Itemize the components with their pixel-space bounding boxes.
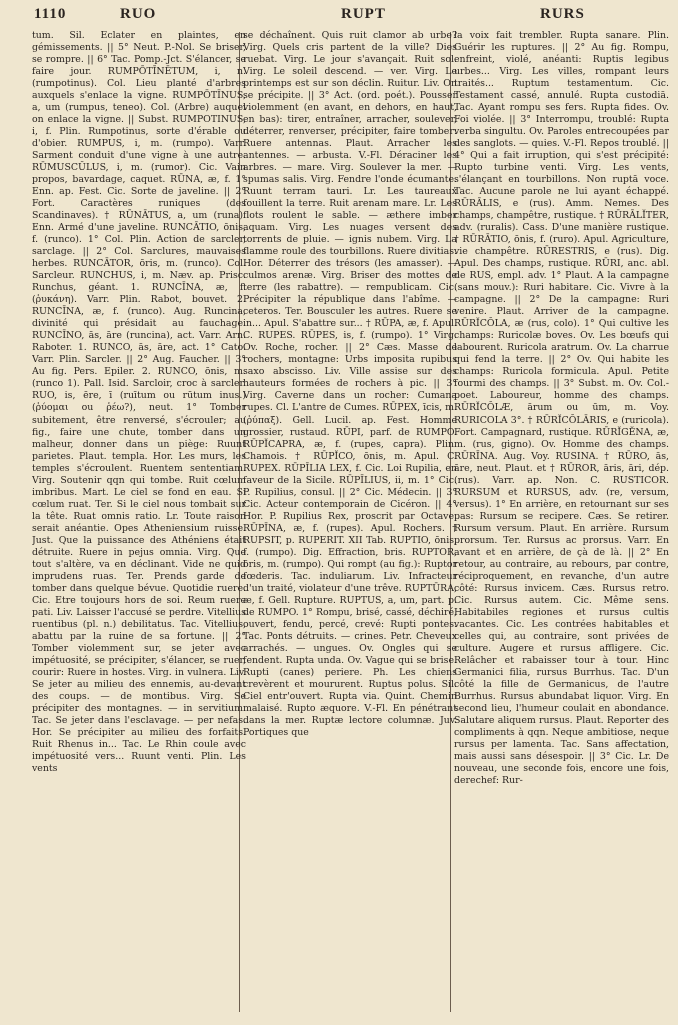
column-text: se déchaînent. Quis ruit clamor ab urbe? Virg. Quels cris partent de la ville? Dies ruebat. Virg. Le jour s'avançait. Ruit sol. Virg. Le soleil descend. — ver. Virg. Le printemps est sur son déclin. Ruitur. Liv. On se précipite. || 3° Act. (ord. poét.). Pousser violemment (en avant, en dehors, en haut, en bas): tirer, entraîner, arracher, soulever, déterrer, renverser, précipiter, faire tomber: Ruere antennas. Plaut. Arracher les antennes. — arbusta. V.-Fl. Déraciner les arbres. — mare. Virg. Soulever la mer. — spumas salis. Virg. Fendre l'onde écumante. Ruunt terram tauri. Lr. Les taureaux fouillent la terre. Ruit arenam mare. Lr. Les flots roulent le sable. — æthere imber aquam. Virg. Les nuages versent des torrents de pluie. — ignis nubem. Virg. La flamme roule des tourbillons. Ruere divitias. Hor. Déterrer des trésors (les amasser). — culmos arenæ. Virg. Briser des mottes de terre (les rabattre). — rempublicam. Cic. Précipiter la république dans l'abîme. — ceteros. Ter. Bousculer les autres. Ruere se in... Apul. S'abattre sur... † RŪPA, æ, f. Apul. C. RUPES. RŪPES, is, f. (rumpo). 1° Virg. Ov. Roche, rocher. || 2° Cæs. Masse de rochers, montagne: Urbs imposita rupibus saxo abscisso. Liv. Ville assise sur des hauteurs formées de rochers à pic. || 3° Virg. Caverne dans un rocher: Cumana rupes. Cl. L'antre de Cumes. RŪPEX, īcis, m. (ῥύπαξ). Gell. Lucil. ap. Fest. Homme grossier, rustaud. RŪPI, parf. de RUMPO. RŪPĬCAPRA, æ, f. (rupes, capra). Plin. Chamois. † RŪPĬCO, ōnis, m. Apul. C. RUPEX. RŪPĪLIA LEX, f. Cic. Loi Rupilia, en faveur de la Sicile. RŪPĪLIUS, ii, m. 1° Cic. P. Rupilius, consul. || 2° Cic. Médecin. || 3° Cic. Acteur contemporain de Cicéron. || 4° Hor. P. Rupilius Rex, proscrit par Octave. RŪPĪNA, æ, f. (rupes). Apul. Rochers. † RUPSIT, p. RUPERIT. XII Tab. RUPTIO, ōnis, f. (rumpo). Dig. Effraction, bris. RUPTOR, ōris, m. (rumpo). Qui rompt (au fig.): Ruptor fœderis. Tac. induliarum. Liv. Infracteur d'un traité, violateur d'une trêve. RUPTŪRA, æ, f. Gell. Rupture. RUPTUS, a, um, part. p. de RUMPO. 1° Rompu, brisé, cassé, déchiré, ouvert, fendu, percé, crevé: Rupti pontes. Tac. Ponts détruits. — crines. Petr. Cheveux arrachés. — ungues. Ov. Ongles qui se fendent. Rupta unda. Ov. Vague qui se brise. Rupti (canes) periere. Ph. Les chiens crevèrent et moururent. Ruptus polus. Sil. Ciel entr'ouvert. Rupta via. Quint. Chemin malaisé. Rupto æquore. V.-Fl. En pénétrant dans la mer. Ruptæ lectore columnæ. Juv. Portiques que xyxy=(243,30,457,738)
text-column-2 xyxy=(243,30,457,1018)
header-guide-word-middle: RUPT xyxy=(341,6,386,22)
text-column-1 xyxy=(32,30,246,1018)
column-text: tum. Sil. Eclater en plaintes, en gémissements. || 5° Neut. P.-Nol. Se briser, se rompre. || 6° Tac. Pomp.-Jct. S'élancer, se faire jour. RUMPŌTĪNĒTUM, i, n. (rumpotinus). Col. Lieu planté d'arbres auxquels s'enlace la vigne. RUMPŌTĪNUS, a, um (rumpus, teneo). Col. (Arbre) auquel on enlace la vigne. || Subst. RUMPOTINUS, i, f. Plin. Rumpotinus, sorte d'érable ou d'obier. RUMPUS, i, m. (rumpo). Varr. Sarment conduit d'une vigne à une autre. RŪMUSCŬLUS, i, m. (rumor). Cic. Vain propos, bavardage, caquet. RŪNA, æ, f. 1° Enn. ap. Fest. Cic. Sorte de javeline. || 2° Fort. Caractères runiques (des Scandinaves). † RŪNĀTUS, a, um (runa). Enn. Armé d'une javeline. RUNCĀTIO, ōnis, f. (runco). 1° Col. Plin. Action de sarcler, sarclage. || 2° Col. Sarclures, mauvaises herbes. RUNCĀTOR, ōris, m. (runco). Col. Sarcleur. RUNCHUS, i, m. Næv. ap. Prisc. Runchus, géant. 1. RUNCĪNA, æ, f. (ῥυκάνη). Varr. Plin. Rabot, bouvet. 2. RUNCĪNA, æ, f. (runco). Aug. Runcina, divinité qui présidait au fauchage. RUNCĪNO, ās, āre (runcina), act. Varr. Arn. Raboter. 1. RUNCO, ās, āre, act. 1° Cato. Varr. Plin. Sarcler. || 2° Aug. Faucher. || 3° Au fig. Pers. Epiler. 2. RUNCO, ōnis, m. (runco 1). Pall. Isid. Sarcloir, croc à sarcler. RUO, is, ēre, ī (ruītum ou rūtum inus.) (ῥύομαι ou ῥέω?), neut. 1° Tomber subitement, être renversé, s'écrouler; au fig., faire une chute, tomber dans un malheur, donner dans un piège: Ruunt parietes. Plaut. templa. Hor. Les murs, les temples s'écroulent. Ruentem sententiam. Virg. Soutenir qqn qui tombe. Ruit cœlum imbribus. Mart. Le ciel se fond en eau. Si cœlum ruat. Ter. Si le ciel nous tombait sur la tête. Ruat omnis ratio. Lr. Toute raison serait anéantie. Opes Atheniensium ruisse. Just. Que la puissance des Athéniens était détruite. Ruere in pejus omnia. Virg. Que tout s'altère, va en déclinant. Vide ne quid imprudens ruas. Ter. Prends garde de tomber dans quelque bévue. Quotidie ruere. Cic. Etre toujours hors de soi. Reum ruere pati. Liv. Laisser l'accusé se perdre. Vitellius ruentibus (pl. n.) debilitatus. Tac. Vitellius, abattu par la ruine de sa fortune. || 2° Tomber violemment sur, se jeter avec impétuosité, se précipiter, s'élancer, se ruer, courir: Ruere in hostes. Virg. in vulnera. Liv. Se jeter au milieu des ennemis, au-devant des coups. — de montibus. Virg. Se précipiter des montagnes. — in servitium. Tac. Se jeter dans l'esclavage. — per nefas. Hor. Se précipiter au milieu des forfaits. Ruit Rhenus in... Tac. Le Rhin coule avec impétuosité vers... Ruunt venti. Plin. Les vents xyxy=(32,30,246,774)
header-guide-word-right: RURS xyxy=(540,6,585,22)
page-number: 1110 xyxy=(34,6,67,22)
page-header xyxy=(0,4,678,26)
header-guide-word-left: RUO xyxy=(120,6,157,22)
column-text: la voix fait trembler. Rupta sanare. Plin. Guérir les ruptures. || 2° Au fig. Rompu, enfreint, violé, anéanti: Ruptis legibus urbes... Virg. Les villes, rompant leurs traités... Ruptum testamentum. Cic. Testament cassé, annulé. Rupta custodiā. Tac. Ayant rompu ses fers. Rupta fides. Ov. Foi violée. || 3° Interrompu, troublé: Rupta verba singultu. Ov. Paroles entrecoupées par des sanglots. — quies. V.-Fl. Repos troublé. || 4° Qui a fait irruption, qui s'est précipité: Rupto turbine venti. Virg. Les vents, s'élançant en tourbillons. Non ruptā voce. Tac. Aucune parole ne lui ayant échappé. RŪRĀLIS, e (rus). Amm. Nemes. Des champs, champêtre, rustique. † RŪRĀLĬTER, adv. (ruralis). Cass. D'une manière rustique. † RŪRĀTIO, ōnis, f. (ruro). Apul. Agriculture, vie champêtre. RŪRESTRIS, e (rus). Dig. Apul. Des champs, rustique. RŪRI, anc. abl. de RUS, empl. adv. 1° Plaut. A la campagne (sans mouv.): Ruri habitare. Cic. Vivre à la campagne. || 2° De la campagne: Ruri venire. Plaut. Arriver de la campagne. RŪRĬCŎLA, æ (rus, colo). 1° Qui cultive les champs: Ruricolæ boves. Ov. Les bœufs qui labourent. Ruricola aratrum. Ov. La charrue qui fend la terre. || 2° Ov. Qui habite les champs: Ruricola formicula. Apul. Petite fourmi des champs. || 3° Subst. m. Ov. Col.-poet. Laboureur, homme des champs. RŪRĬCŎLÆ, ārum ou ūm, m. Voy. RURICOLA 3°. † RŪRĬCŎLĀRIS, e (ruricola). Fort. Campagnard, rustique. RŪRĬGĔNA, æ, m. (rus, gigno). Ov. Homme des champs. RŪRĪNA. Aug. Voy. RUSINA. † RŪRO, ās, āre, neut. Plaut. et † RŪROR, āris, āri, dép. (rus). Varr. ap. Non. C. RUSTICOR. RURSUM et RURSUS, adv. (re, versum, versus). 1° En arrière, en retournant sur ses pas: Rursum se recipere. Cæs. Se retirer. Rursum versum. Plaut. En arrière. Rursum prorsum. Ter. Rursus ac prorsus. Varr. En avant et en arrière, de çà de là. || 2° En retour, au contraire, au rebours, par contre, réciproquement, en revanche, d'un autre côté: Rursus invicem. Cæs. Rursus retro. Cic. Rursus autem. Cic. Même sens. Habitabiles regiones et rursus cultis vacantes. Cic. Les contrées habitables et celles qui, au contraire, sont privées de culture. Augere et rursus affligere. Cic. Relâcher et rabaisser tour à tour. Hinc Germanici filia, rursus Burrhus. Tac. D'un côté la fille de Germanicus, de l'autre Burrhus. Rursus abundabat liquor. Virg. En second lieu, l'humeur coulait en abondance. Salutare aliquem rursus. Plaut. Reporter des compliments à qqn. Neque ambitiose, neque rursus per lamenta. Tac. Sans affectation, mais aussi sans désespoir. || 3° Cic. Lr. De nouveau, une seconde fois, encore une fois, derechef: Rur- xyxy=(454,30,669,786)
text-column-3 xyxy=(454,30,669,1018)
